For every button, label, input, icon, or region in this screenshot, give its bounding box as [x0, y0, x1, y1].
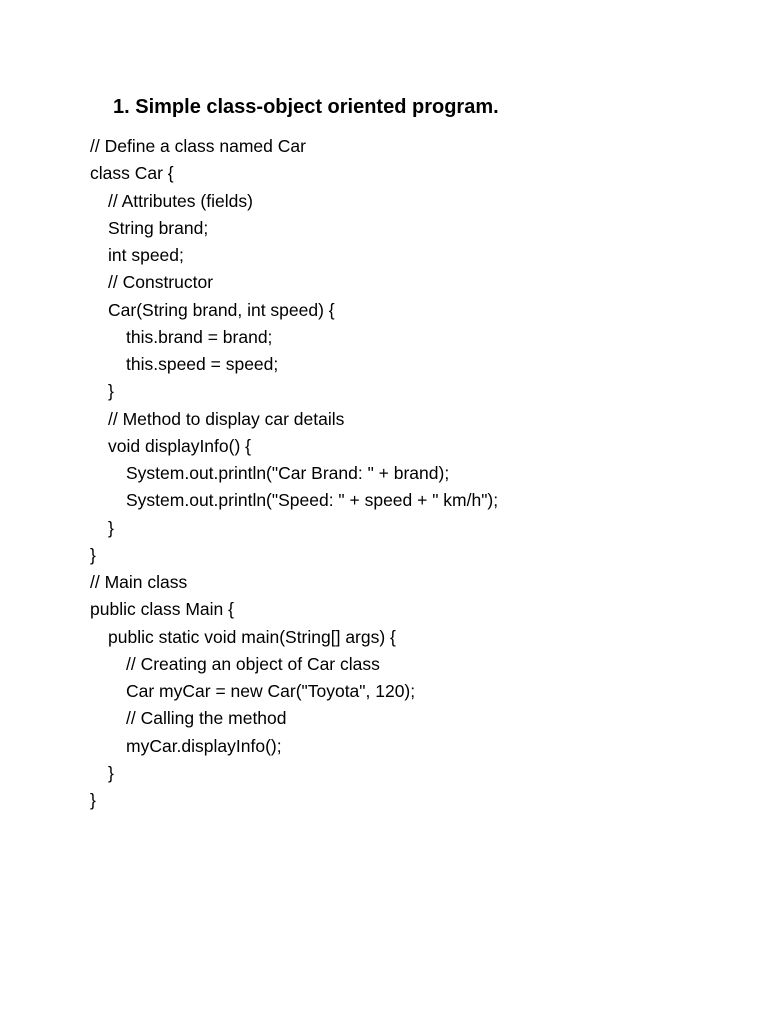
code-line: // Method to display car details [108, 408, 345, 429]
code-line: int speed; [108, 245, 184, 265]
code-line: // Main class [90, 572, 188, 592]
page-title: 1. Simple class-object oriented program. [113, 96, 499, 118]
code-line: myCar.displayInfo(); [126, 735, 282, 756]
code-block [90, 133, 498, 814]
code-line: System.out.println("Car Brand: " + brand); [126, 463, 450, 483]
code-line: System.out.println("Speed: " + speed + " km/h"); [126, 490, 499, 511]
code-line: String brand; [108, 217, 209, 238]
code-line: class Car { [90, 163, 174, 184]
code-line: // Define a class named Car [90, 136, 306, 156]
code-line: // Creating an object of Car class [126, 653, 380, 674]
code-line: } [108, 381, 114, 402]
code-line: // Constructor [108, 272, 214, 293]
code-line: } [90, 544, 96, 565]
code-line: // Calling the method [126, 708, 287, 729]
code-line: // Attributes (fields) [108, 190, 253, 211]
code-line: Car myCar = new Car("Toyota", 120); [126, 681, 416, 701]
code-line: this.brand = brand; [126, 326, 273, 347]
code-line: public class Main { [90, 599, 234, 620]
code-line: public static void main(String[] args) { [108, 626, 396, 647]
code-line: } [108, 517, 114, 538]
code-line: void displayInfo() { [108, 435, 251, 456]
code-line: this.speed = speed; [126, 354, 279, 374]
code-line: } [108, 762, 114, 783]
code-line: Car(String brand, int speed) { [108, 299, 335, 320]
code-line: } [90, 790, 96, 810]
